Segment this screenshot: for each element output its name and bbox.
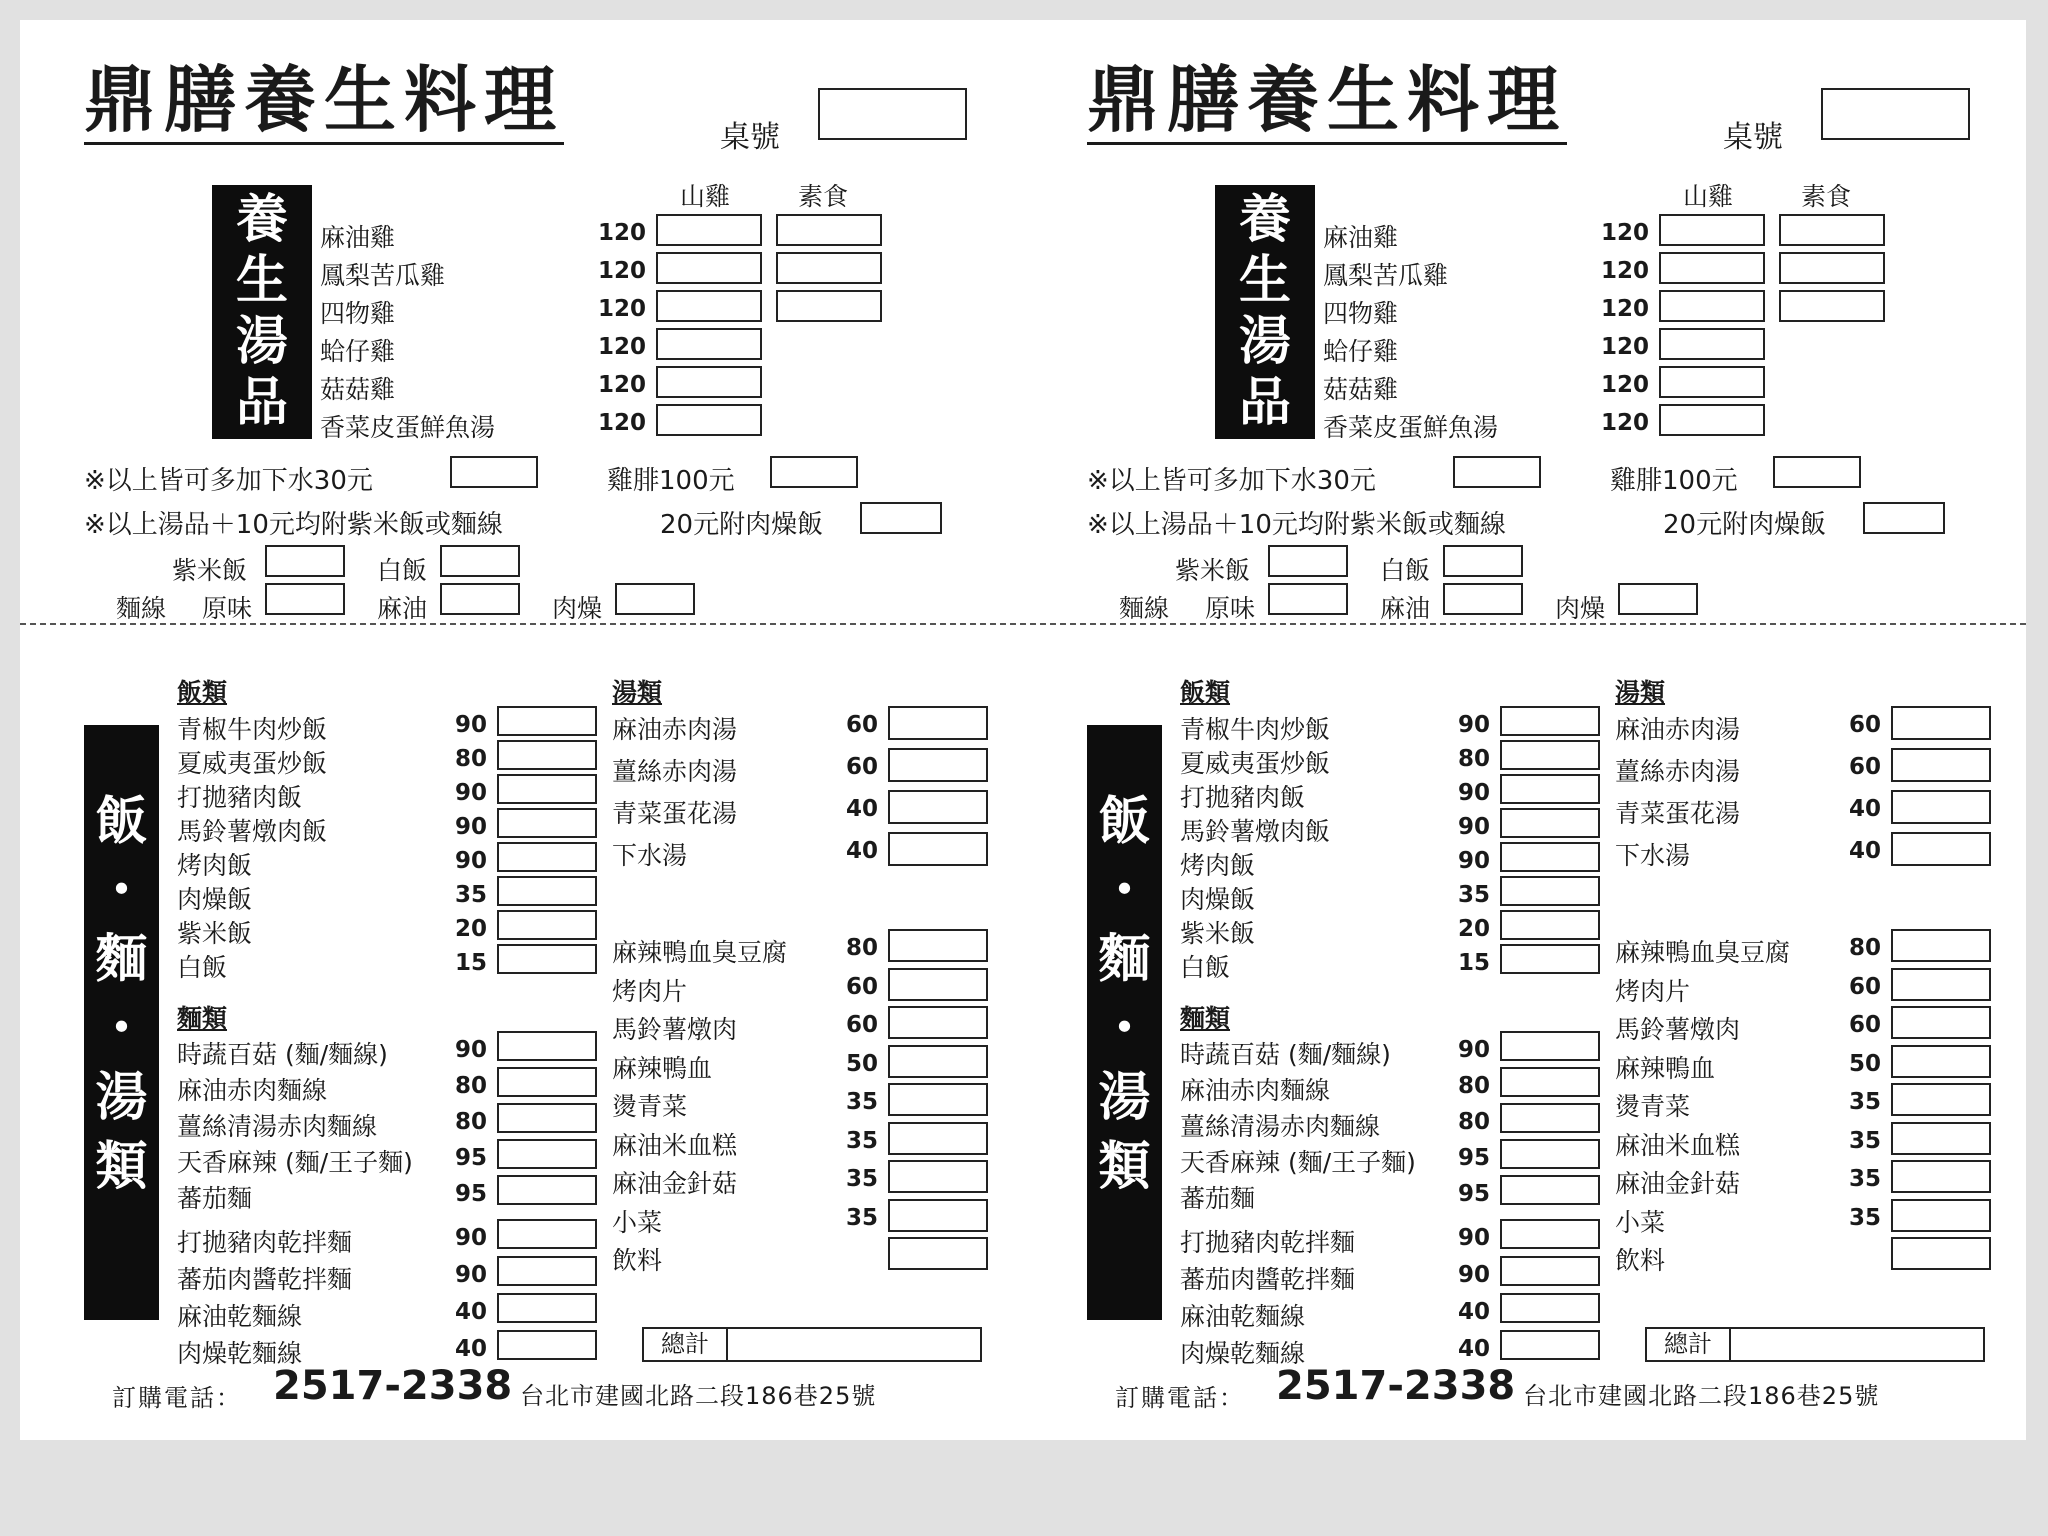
store-address: 台北市建國北路二段186巷25號 (520, 1382, 877, 1410)
menu-item-price: 35 (455, 882, 488, 908)
menu-item-price: 90 (1458, 712, 1491, 738)
menu-item-price: 15 (455, 950, 488, 976)
menu-item-price: 50 (846, 1050, 879, 1077)
soup-section-banner (212, 185, 312, 439)
menu-item-price: 120 (598, 410, 647, 436)
menu-item-price: 80 (455, 1109, 488, 1135)
noodle-heading: 麵類 (177, 1004, 228, 1033)
quantity-box[interactable] (497, 944, 597, 974)
menu-item-name: 麻油乾麵線 (1180, 1302, 1306, 1331)
menu-item-price: 95 (455, 1145, 488, 1171)
quantity-box[interactable] (1659, 252, 1765, 284)
quantity-box[interactable] (497, 808, 597, 838)
quantity-box[interactable] (497, 1256, 597, 1286)
main-banner-text: 飯 ・ 麵 ・ 湯 類 (1098, 791, 1151, 1197)
quantity-box[interactable] (656, 252, 762, 284)
quantity-box[interactable] (1891, 748, 1991, 782)
menu-item-name: 麻油金針菇 (612, 1169, 738, 1198)
menu-item-name: 四物雞 (320, 299, 396, 328)
restaurant-title: 鼎膳養生料理 (84, 64, 564, 145)
menu-item-name: 四物雞 (1323, 299, 1399, 328)
menu-item-name: 蕃茄麵 (1180, 1184, 1256, 1213)
quantity-box[interactable] (1500, 1139, 1600, 1169)
menu-item-name: 天香麻辣 (麵/王子麵) (177, 1148, 413, 1177)
menu-item-name: 菇菇雞 (320, 375, 396, 404)
vegetarian-quantity-box[interactable] (776, 214, 882, 246)
order-sheet (20, 20, 2026, 1440)
menu-item-name: 馬鈴薯燉肉 (612, 1015, 738, 1044)
noodle-sesame-checkbox[interactable] (1443, 583, 1523, 615)
menu-item-price: 80 (846, 935, 879, 961)
menu-item-price: 90 (455, 814, 488, 840)
menu-item-price: 40 (455, 1336, 488, 1362)
menu-item-name: 蕃茄麵 (177, 1184, 253, 1213)
rice-heading: 飯類 (177, 678, 228, 707)
menu-item-price: 35 (1849, 1166, 1882, 1192)
vegetarian-quantity-box[interactable] (776, 252, 882, 284)
note-pork-rice: 20元附肉燥飯 (1663, 510, 1827, 540)
menu-item-price: 90 (455, 1037, 488, 1063)
menu-item-price: 80 (1458, 1109, 1491, 1135)
menu-item-price: 120 (1601, 410, 1650, 436)
menu-item-price: 120 (598, 372, 647, 398)
quantity-box[interactable] (497, 876, 597, 906)
note-offal: ※以上皆可多加下水30元 (84, 466, 373, 496)
quantity-box[interactable] (497, 1031, 597, 1061)
quantity-box[interactable] (1500, 740, 1600, 770)
quantity-box[interactable] (1500, 808, 1600, 838)
menu-item-name: 時蔬百菇 (麵/麵線) (177, 1040, 388, 1069)
menu-item-name: 白飯 (177, 953, 228, 982)
quantity-box[interactable] (1659, 366, 1765, 398)
quantity-box[interactable] (497, 1175, 597, 1205)
vegetarian-quantity-box[interactable] (1779, 214, 1885, 246)
menu-item-price: 35 (1458, 882, 1491, 908)
option-original: 原味 (202, 594, 253, 623)
quantity-box[interactable] (1891, 968, 1991, 1001)
quantity-box[interactable] (497, 1330, 597, 1360)
quantity-box[interactable] (497, 1293, 597, 1323)
menu-item-name: 鳳梨苦瓜雞 (1323, 261, 1449, 290)
menu-item-price: 80 (1458, 746, 1491, 772)
quantity-box[interactable] (1891, 1237, 1991, 1270)
menu-item-price: 40 (846, 796, 879, 822)
option-purple-rice: 紫米飯 (1175, 556, 1251, 585)
table-number-field[interactable] (1821, 88, 1970, 140)
menu-item-name: 打拋豬肉乾拌麵 (1180, 1228, 1356, 1257)
quantity-box[interactable] (1500, 774, 1600, 804)
menu-item-price: 120 (1601, 296, 1650, 322)
quantity-box[interactable] (656, 214, 762, 246)
menu-item-name: 飲料 (1615, 1246, 1666, 1275)
soup-banner-text: 養 生 湯 品 (235, 189, 288, 433)
menu-item-name: 薑絲清湯赤肉麵線 (177, 1112, 378, 1141)
restaurant-title: 鼎膳養生料理 (1087, 64, 1567, 145)
quantity-box[interactable] (888, 968, 988, 1001)
menu-item-price: 120 (1601, 220, 1650, 246)
menu-item-price: 120 (1601, 258, 1650, 284)
menu-item-price: 15 (1458, 950, 1491, 976)
menu-item-price: 90 (1458, 1225, 1491, 1251)
menu-item-name: 麻辣鴨血 (1615, 1053, 1716, 1083)
menu-item-price: 60 (846, 973, 879, 1000)
menu-item-name: 麻油赤肉麵線 (1180, 1076, 1331, 1105)
main-section-banner (84, 725, 159, 1320)
main-banner-text: 飯 ・ 麵 ・ 湯 類 (95, 791, 148, 1197)
option-pork: 肉燥 (1555, 594, 1606, 623)
menu-item-price: 90 (1458, 1262, 1491, 1288)
menu-item-name: 肉燥乾麵線 (1180, 1339, 1306, 1368)
thigh-checkbox[interactable] (1773, 456, 1861, 488)
menu-item-price: 90 (455, 848, 488, 874)
menu-item-price: 90 (1458, 848, 1491, 874)
quantity-box[interactable] (888, 1006, 988, 1039)
menu-item-price: 90 (1458, 814, 1491, 840)
quantity-box[interactable] (497, 1219, 597, 1249)
quantity-box[interactable] (497, 1067, 597, 1097)
vegetarian-quantity-box[interactable] (1779, 252, 1885, 284)
quantity-box[interactable] (1659, 214, 1765, 246)
quantity-box[interactable] (888, 1237, 988, 1270)
menu-item-name: 燙青菜 (1615, 1092, 1691, 1121)
soup-section-banner (1215, 185, 1315, 439)
quantity-box[interactable] (1891, 1083, 1991, 1116)
menu-item-price: 60 (1849, 754, 1882, 780)
quantity-box[interactable] (888, 832, 988, 866)
quantity-box[interactable] (888, 748, 988, 782)
quantity-box[interactable] (1891, 1045, 1991, 1078)
menu-item-price: 40 (846, 838, 879, 864)
quantity-box[interactable] (656, 404, 762, 436)
quantity-box[interactable] (888, 706, 988, 740)
quantity-box[interactable] (1500, 876, 1600, 906)
quantity-box[interactable] (1500, 1293, 1600, 1323)
option-purple-rice: 紫米飯 (172, 556, 248, 585)
table-number-field[interactable] (818, 88, 967, 140)
note-rice: ※以上湯品＋10元均附紫米飯或麵線 (1087, 510, 1506, 540)
white-rice-checkbox[interactable] (1443, 545, 1523, 577)
option-white-rice: 白飯 (1380, 556, 1431, 585)
quantity-box[interactable] (497, 910, 597, 940)
menu-item-price: 60 (846, 712, 879, 738)
table-number-label: 桌號 (1723, 120, 1783, 155)
soup-banner-text: 養 生 湯 品 (1238, 189, 1291, 433)
quantity-box[interactable] (888, 1122, 988, 1155)
option-white-rice: 白飯 (377, 556, 428, 585)
menu-item-name: 蕃茄肉醬乾拌麵 (177, 1265, 353, 1294)
quantity-box[interactable] (1891, 706, 1991, 740)
note-thigh: 雞腓100元 (1610, 466, 1738, 496)
quantity-box[interactable] (888, 1160, 988, 1193)
menu-item-name: 麻油赤肉麵線 (177, 1076, 328, 1105)
noodle-original-checkbox[interactable] (265, 583, 345, 615)
order-total-label: 總計 (644, 1329, 728, 1360)
menu-copy-left (20, 20, 1023, 1440)
rice-heading: 飯類 (1180, 678, 1231, 707)
quantity-box[interactable] (1500, 706, 1600, 736)
menu-item-name: 菇菇雞 (1323, 375, 1399, 404)
noodle-sesame-checkbox[interactable] (440, 583, 520, 615)
noodle-pork-checkbox[interactable] (1618, 583, 1698, 615)
quantity-box[interactable] (888, 790, 988, 824)
menu-item-name: 馬鈴薯燉肉飯 (1180, 817, 1331, 846)
quantity-box[interactable] (888, 929, 988, 962)
menu-item-price: 80 (1458, 1073, 1491, 1099)
menu-item-name: 青椒牛肉炒飯 (177, 715, 328, 744)
note-rice: ※以上湯品＋10元均附紫米飯或麵線 (84, 510, 503, 540)
menu-item-name: 蕃茄肉醬乾拌麵 (1180, 1265, 1356, 1294)
quantity-box[interactable] (656, 290, 762, 322)
quantity-box[interactable] (1891, 1006, 1991, 1039)
menu-item-price: 60 (846, 754, 879, 780)
pork-rice-checkbox[interactable] (860, 502, 942, 534)
offal-checkbox[interactable] (1453, 456, 1541, 488)
menu-item-name: 烤肉飯 (1180, 851, 1256, 880)
note-offal: ※以上皆可多加下水30元 (1087, 466, 1376, 496)
quantity-box[interactable] (497, 706, 597, 736)
quantity-box[interactable] (1500, 944, 1600, 974)
option-noodle: 麵線 (1119, 594, 1170, 623)
menu-item-name: 紫米飯 (177, 919, 253, 948)
soup-heading: 湯類 (612, 678, 663, 707)
quantity-box[interactable] (1500, 1103, 1600, 1133)
col-header-vegetarian: 素食 (1801, 182, 1852, 211)
menu-item-name: 薑絲清湯赤肉麵線 (1180, 1112, 1381, 1141)
menu-item-price: 35 (846, 1166, 879, 1192)
menu-item-price: 40 (455, 1299, 488, 1325)
menu-item-price: 120 (598, 258, 647, 284)
menu-copy-right (1023, 20, 2026, 1440)
menu-item-name: 麻油米血糕 (1615, 1130, 1741, 1160)
menu-item-name: 打拋豬肉飯 (1180, 783, 1306, 812)
vegetarian-quantity-box[interactable] (1779, 290, 1885, 322)
menu-item-price: 35 (846, 1204, 879, 1231)
option-sesame: 麻油 (377, 594, 428, 623)
menu-item-name: 蛤仔雞 (1323, 337, 1399, 366)
menu-item-price: 120 (1601, 372, 1650, 398)
menu-item-name: 麻油雞 (320, 223, 396, 252)
menu-item-price: 35 (1849, 1089, 1882, 1115)
quantity-box[interactable] (497, 842, 597, 872)
menu-item-name: 飲料 (612, 1246, 663, 1275)
menu-item-name: 打拋豬肉乾拌麵 (177, 1228, 353, 1257)
quantity-box[interactable] (497, 740, 597, 770)
menu-item-price: 90 (455, 1262, 488, 1288)
menu-item-price: 40 (1458, 1299, 1491, 1325)
option-pork: 肉燥 (552, 594, 603, 623)
menu-item-price: 120 (598, 296, 647, 322)
menu-item-name: 青菜蛋花湯 (1615, 799, 1741, 828)
quantity-box[interactable] (1500, 1256, 1600, 1286)
white-rice-checkbox[interactable] (440, 545, 520, 577)
menu-item-price: 95 (1458, 1181, 1491, 1207)
menu-item-price: 90 (1458, 1037, 1491, 1063)
menu-item-name: 麻辣鴨血臭豆腐 (1615, 938, 1791, 967)
menu-item-price: 90 (455, 712, 488, 738)
menu-item-price: 35 (1849, 1204, 1882, 1231)
purple-rice-checkbox[interactable] (1268, 545, 1348, 577)
option-sesame: 麻油 (1380, 594, 1431, 623)
menu-item-price: 35 (846, 1127, 879, 1154)
menu-item-price: 40 (1849, 796, 1882, 822)
quantity-box[interactable] (1500, 1031, 1600, 1061)
quantity-box[interactable] (1891, 1199, 1991, 1232)
menu-item-name: 薑絲赤肉湯 (612, 757, 738, 786)
menu-item-name: 燙青菜 (612, 1092, 688, 1121)
quantity-box[interactable] (497, 774, 597, 804)
menu-item-price: 60 (846, 1012, 879, 1038)
menu-item-price: 120 (598, 334, 647, 360)
noodle-pork-checkbox[interactable] (615, 583, 695, 615)
quantity-box[interactable] (1659, 404, 1765, 436)
quantity-box[interactable] (1500, 1175, 1600, 1205)
menu-item-name: 麻油米血糕 (612, 1130, 738, 1160)
quantity-box[interactable] (1891, 790, 1991, 824)
menu-item-name: 馬鈴薯燉肉飯 (177, 817, 328, 846)
main-section-banner (1087, 725, 1162, 1320)
menu-item-name: 肉燥乾麵線 (177, 1339, 303, 1368)
menu-item-name: 麻油乾麵線 (177, 1302, 303, 1331)
quantity-box[interactable] (1891, 929, 1991, 962)
quantity-box[interactable] (1500, 1330, 1600, 1360)
menu-item-name: 小菜 (612, 1207, 663, 1237)
menu-item-price: 120 (1601, 334, 1650, 360)
menu-item-name: 白飯 (1180, 953, 1231, 982)
menu-item-name: 天香麻辣 (麵/王子麵) (1180, 1148, 1416, 1177)
quantity-box[interactable] (1659, 290, 1765, 322)
menu-item-name: 鳳梨苦瓜雞 (320, 261, 446, 290)
menu-item-price: 95 (455, 1181, 488, 1207)
menu-item-name: 夏威夷蛋炒飯 (1180, 749, 1331, 778)
note-thigh: 雞腓100元 (607, 466, 735, 496)
menu-item-price: 50 (1849, 1050, 1882, 1077)
menu-item-price: 40 (1849, 838, 1882, 864)
quantity-box[interactable] (888, 1045, 988, 1078)
menu-item-price: 35 (846, 1089, 879, 1115)
soup-heading: 湯類 (1615, 678, 1666, 707)
menu-item-name: 香菜皮蛋鮮魚湯 (320, 413, 496, 442)
quantity-box[interactable] (1500, 1067, 1600, 1097)
quantity-box[interactable] (656, 328, 762, 360)
menu-item-name: 小菜 (1615, 1207, 1666, 1237)
quantity-box[interactable] (1891, 1160, 1991, 1193)
quantity-box[interactable] (1659, 328, 1765, 360)
noodle-original-checkbox[interactable] (1268, 583, 1348, 615)
menu-item-price: 95 (1458, 1145, 1491, 1171)
quantity-box[interactable] (888, 1083, 988, 1116)
phone-number: 2517-2338 (273, 1363, 513, 1409)
note-pork-rice: 20元附肉燥飯 (660, 510, 824, 540)
menu-item-name: 下水湯 (612, 841, 688, 870)
menu-item-price: 40 (1458, 1336, 1491, 1362)
col-header-chicken: 山雞 (680, 182, 731, 211)
option-original: 原味 (1205, 594, 1256, 623)
order-total-field[interactable] (1645, 1327, 1985, 1362)
menu-item-price: 60 (1849, 712, 1882, 738)
quantity-box[interactable] (497, 1139, 597, 1169)
menu-item-name: 肉燥飯 (1180, 885, 1256, 914)
menu-item-price: 80 (1849, 935, 1882, 961)
option-noodle: 麵線 (116, 594, 167, 623)
menu-item-name: 蛤仔雞 (320, 337, 396, 366)
menu-item-name: 時蔬百菇 (麵/麵線) (1180, 1040, 1391, 1069)
quantity-box[interactable] (1891, 832, 1991, 866)
menu-item-name: 紫米飯 (1180, 919, 1256, 948)
quantity-box[interactable] (656, 366, 762, 398)
menu-item-price: 90 (455, 780, 488, 806)
menu-item-price: 120 (598, 220, 647, 246)
col-header-vegetarian: 素食 (798, 182, 849, 211)
quantity-box[interactable] (497, 1103, 597, 1133)
menu-item-price: 90 (1458, 780, 1491, 806)
order-total-field[interactable] (642, 1327, 982, 1362)
order-total-label: 總計 (1647, 1329, 1731, 1360)
menu-item-price: 80 (455, 746, 488, 772)
menu-item-name: 青菜蛋花湯 (612, 799, 738, 828)
phone-label: 訂購電話： (112, 1384, 242, 1412)
store-address: 台北市建國北路二段186巷25號 (1523, 1382, 1880, 1410)
quantity-box[interactable] (888, 1199, 988, 1232)
vegetarian-quantity-box[interactable] (776, 290, 882, 322)
menu-item-name: 烤肉飯 (177, 851, 253, 880)
quantity-box[interactable] (1891, 1122, 1991, 1155)
quantity-box[interactable] (1500, 1219, 1600, 1249)
offal-checkbox[interactable] (450, 456, 538, 488)
menu-item-name: 烤肉片 (1615, 976, 1691, 1006)
thigh-checkbox[interactable] (770, 456, 858, 488)
menu-item-name: 馬鈴薯燉肉 (1615, 1015, 1741, 1044)
menu-item-name: 麻油赤肉湯 (612, 715, 738, 744)
phone-label: 訂購電話： (1115, 1384, 1245, 1412)
menu-item-price: 90 (455, 1225, 488, 1251)
menu-item-name: 青椒牛肉炒飯 (1180, 715, 1331, 744)
menu-item-price: 35 (1849, 1127, 1882, 1154)
menu-item-name: 麻辣鴨血 (612, 1053, 713, 1083)
menu-item-name: 麻油雞 (1323, 223, 1399, 252)
menu-item-name: 夏威夷蛋炒飯 (177, 749, 328, 778)
menu-item-name: 肉燥飯 (177, 885, 253, 914)
menu-item-name: 烤肉片 (612, 976, 688, 1006)
menu-item-name: 麻辣鴨血臭豆腐 (612, 938, 788, 967)
menu-item-price: 20 (1458, 916, 1491, 942)
menu-item-name: 香菜皮蛋鮮魚湯 (1323, 413, 1499, 442)
noodle-heading: 麵類 (1180, 1004, 1231, 1033)
menu-item-name: 薑絲赤肉湯 (1615, 757, 1741, 786)
phone-number: 2517-2338 (1276, 1363, 1516, 1409)
quantity-box[interactable] (1500, 842, 1600, 872)
menu-item-price: 60 (1849, 1012, 1882, 1038)
quantity-box[interactable] (1500, 910, 1600, 940)
pork-rice-checkbox[interactable] (1863, 502, 1945, 534)
menu-item-name: 下水湯 (1615, 841, 1691, 870)
col-header-chicken: 山雞 (1683, 182, 1734, 211)
table-number-label: 桌號 (720, 120, 780, 155)
purple-rice-checkbox[interactable] (265, 545, 345, 577)
menu-item-name: 打拋豬肉飯 (177, 783, 303, 812)
menu-item-price: 60 (1849, 973, 1882, 1000)
menu-item-price: 80 (455, 1073, 488, 1099)
menu-item-name: 麻油赤肉湯 (1615, 715, 1741, 744)
menu-item-name: 麻油金針菇 (1615, 1169, 1741, 1198)
menu-item-price: 20 (455, 916, 488, 942)
